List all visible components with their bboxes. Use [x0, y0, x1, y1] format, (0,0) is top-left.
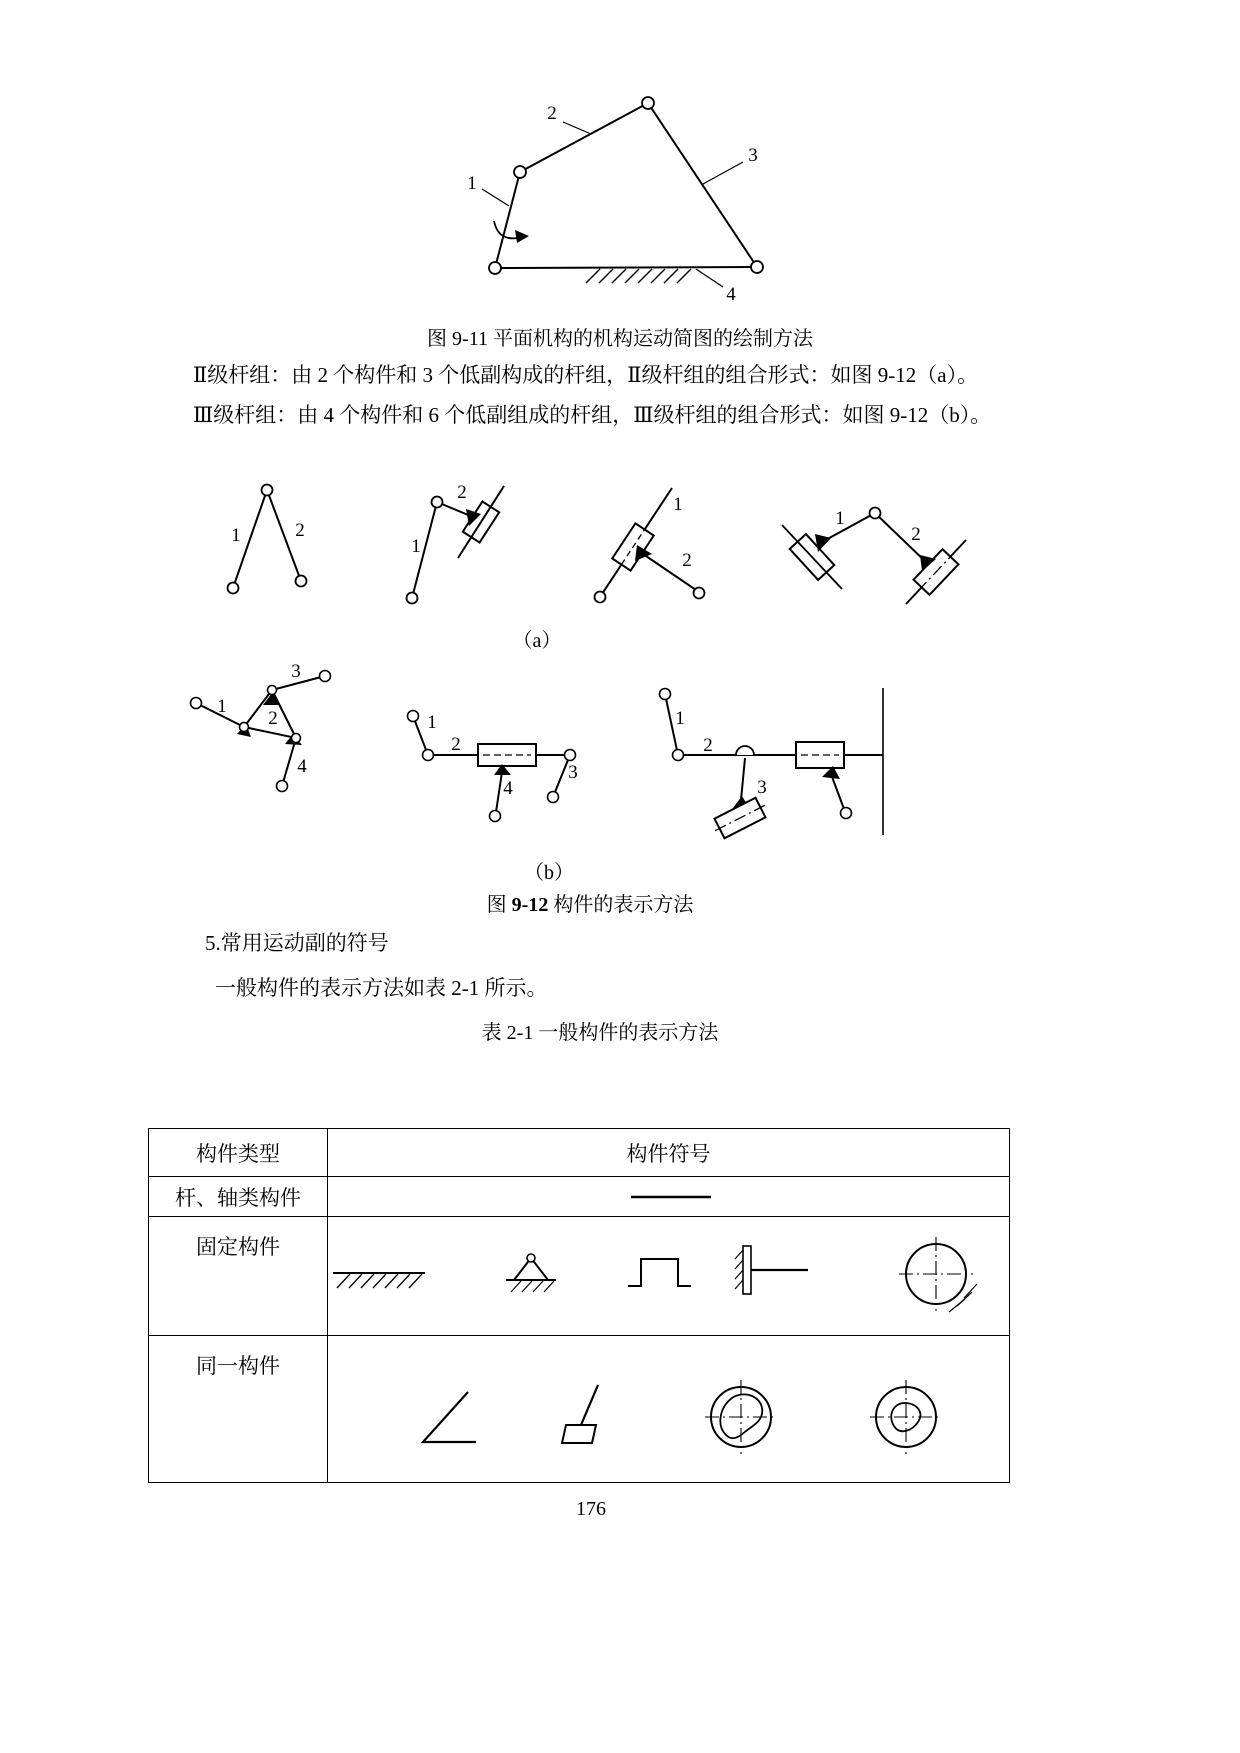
fig912b-d2-label-3: 3: [568, 762, 578, 783]
fig912b-d1-label-1: 1: [217, 696, 227, 717]
fig912b-d3-label-3: 3: [757, 777, 767, 798]
fig912b-d3-label-2: 2: [703, 735, 713, 756]
rotation-arrowhead: [515, 230, 529, 243]
fig912a-d2-label-1: 1: [411, 536, 421, 557]
table-header-type: 构件类型: [149, 1129, 328, 1177]
wheel-blob-symbol: [705, 1380, 777, 1454]
table-row-label-same: 同一构件: [149, 1336, 328, 1483]
linkage-links: [495, 103, 757, 268]
fig912a-d4-label-1: 1: [835, 508, 845, 529]
figure-9-12b-sublabel: （b）: [524, 862, 574, 884]
table-row-label-bar: 杆、轴类构件: [149, 1177, 328, 1217]
fig912a-d1-label-2: 2: [295, 520, 305, 541]
figure-9-12-caption-pre: 图: [486, 894, 512, 916]
fig912b-d1-label-4: 4: [297, 756, 307, 777]
table-cell-fixed-symbols: [328, 1217, 1010, 1336]
leader-lines: [482, 122, 743, 287]
fig912b-d2-label-4: 4: [503, 778, 513, 799]
ground-line-symbol: [333, 1273, 425, 1288]
wheel-small-blob-symbol: [870, 1380, 942, 1454]
component-symbol-table: [148, 1128, 1010, 1483]
table-row-label-fixed: 固定构件: [149, 1217, 328, 1336]
paragraph-table-intro: 一般构件的表示方法如表 2-1 所示。: [215, 976, 548, 1000]
fig912a-d3-label-2: 2: [682, 550, 692, 571]
table-header-symbol: 构件符号: [328, 1129, 1010, 1177]
fig912b-d2-label-1: 1: [427, 712, 437, 733]
fig912a-d3-label-1: 1: [673, 494, 683, 515]
fig912a-d2-label-2: 2: [457, 482, 467, 503]
paragraph-group-ii: Ⅱ级杆组：由 2 个构件和 3 个低副构成的杆组，Ⅱ级杆组的组合形式：如图 9-12（a）。: [193, 363, 979, 387]
paragraph-group-iii: Ⅲ级杆组：由 4 个构件和 6 个低副组成的杆组，Ⅲ级杆组的组合形式：如图 9-12（b）。: [193, 403, 992, 427]
fig912b-d1-label-2: 2: [268, 708, 278, 729]
figure-9-12a-sublabel: （a）: [512, 630, 562, 652]
dyad-prp: [782, 508, 966, 605]
group-pin-slider-chain: [660, 688, 884, 841]
flag-member-symbol: [562, 1385, 598, 1443]
table-2-1-caption: 表 2-1 一般构件的表示方法: [481, 1022, 719, 1044]
joint-circles: [489, 97, 763, 274]
section-heading-5: 5.常用运动副的符号: [205, 931, 389, 955]
figure-9-12-caption-number: 9-12: [511, 894, 549, 916]
fig911-label-1: 1: [467, 173, 477, 194]
dyad-rrr: [233, 490, 301, 588]
fig912b-d1-label-3: 3: [291, 661, 301, 682]
fig912a-d4-label-2: 2: [911, 524, 921, 545]
same-member-symbols: [328, 1337, 1009, 1482]
ground-hatching: [586, 269, 691, 283]
fixed-member-symbols: [328, 1218, 1009, 1335]
fig911-label-2: 2: [547, 103, 557, 124]
figure-9-11-caption: 图 9-11 平面机构的机构运动简图的绘制方法: [427, 328, 813, 350]
figure-9-12-caption-text: 构件的表示方法: [548, 894, 694, 916]
dyad-prp-rigid-joint-left: [815, 534, 831, 552]
figure-9-11-linkage: [430, 85, 810, 335]
fig912b-d2-label-2: 2: [451, 734, 461, 755]
figure-9-12-caption: [0, 888, 1180, 917]
figure-9-12b: [150, 660, 1030, 855]
dyad-rpr: [595, 488, 705, 603]
fig911-label-3: 3: [748, 145, 758, 166]
table-cell-same-symbols: [328, 1336, 1010, 1483]
bracket-support-symbol: [628, 1259, 691, 1286]
bar-symbol: [328, 1178, 1009, 1216]
fig911-label-4: 4: [726, 284, 736, 305]
angle-member-symbol: [423, 1392, 476, 1442]
figure-9-12a: [150, 468, 1030, 633]
pivot-support-symbol: [506, 1254, 556, 1292]
page-number: 176: [576, 1498, 606, 1520]
table-cell-bar-symbol: [328, 1177, 1010, 1217]
fig912a-d1-label-1: 1: [231, 525, 241, 546]
fig912b-d3-label-1: 1: [675, 708, 685, 729]
fixed-wheel-symbol: [899, 1237, 977, 1312]
wall-mount-symbol: [735, 1246, 808, 1294]
